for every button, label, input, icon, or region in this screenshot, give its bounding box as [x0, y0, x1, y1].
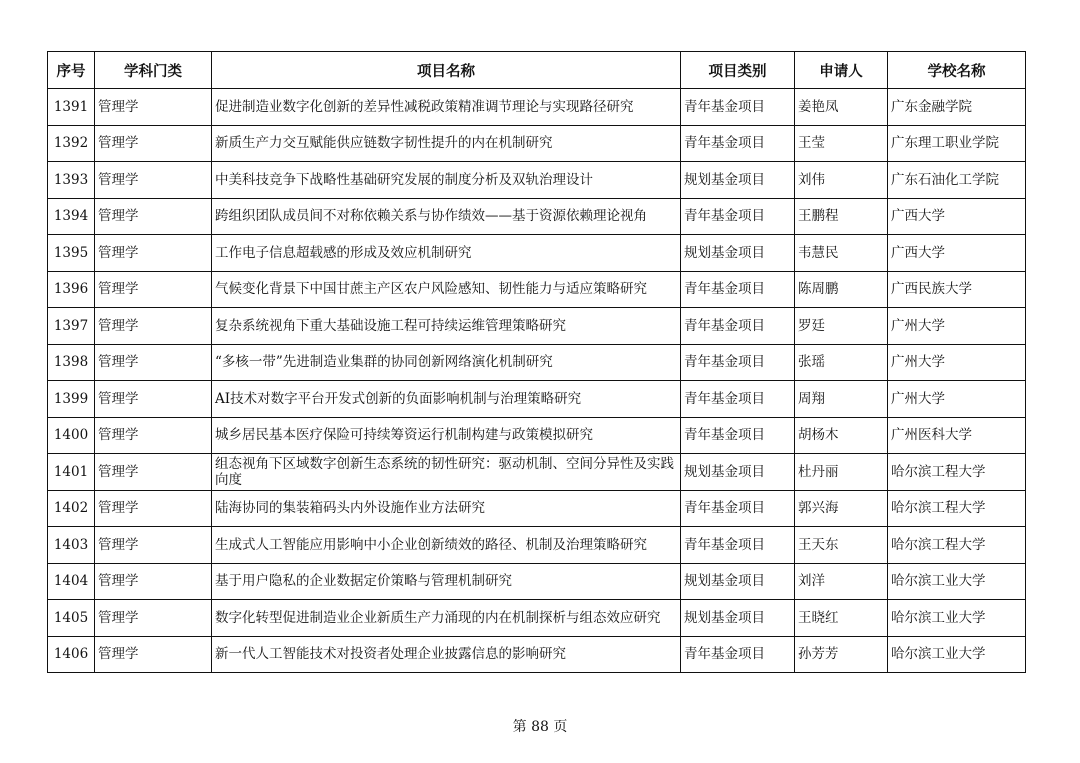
cell-school: 广西大学 [888, 198, 1026, 235]
cell-school: 哈尔滨工程大学 [888, 527, 1026, 564]
cell-project: 新一代人工智能技术对投资者处理企业披露信息的影响研究 [212, 636, 681, 673]
cell-seq: 1405 [48, 600, 95, 637]
cell-seq: 1402 [48, 490, 95, 527]
cell-field: 管理学 [95, 308, 212, 345]
cell-field: 管理学 [95, 198, 212, 235]
cell-field: 管理学 [95, 381, 212, 418]
cell-seq: 1406 [48, 636, 95, 673]
cell-field: 管理学 [95, 162, 212, 199]
table-body [48, 89, 1026, 673]
table-row [48, 235, 1026, 272]
cell-applicant: 胡杨木 [795, 417, 888, 454]
table-row [48, 381, 1026, 418]
cell-project: 组态视角下区域数字创新生态系统的韧性研究：驱动机制、空间分异性及实践向度 [212, 454, 681, 491]
cell-project: 新质生产力交互赋能供应链数字韧性提升的内在机制研究 [212, 125, 681, 162]
cell-school: 哈尔滨工程大学 [888, 490, 1026, 527]
cell-type: 青年基金项目 [681, 89, 795, 126]
header-field: 学科门类 [95, 52, 212, 89]
cell-applicant: 韦慧民 [795, 235, 888, 272]
header-type: 项目类别 [681, 52, 795, 89]
cell-type: 青年基金项目 [681, 636, 795, 673]
table-row [48, 490, 1026, 527]
cell-project: 生成式人工智能应用影响中小企业创新绩效的路径、机制及治理策略研究 [212, 527, 681, 564]
cell-field: 管理学 [95, 490, 212, 527]
cell-project: 跨组织团队成员间不对称依赖关系与协作绩效——基于资源依赖理论视角 [212, 198, 681, 235]
cell-project: 气候变化背景下中国甘蔗主产区农户风险感知、韧性能力与适应策略研究 [212, 271, 681, 308]
cell-project: AI技术对数字平台开发式创新的负面影响机制与治理策略研究 [212, 381, 681, 418]
table-row [48, 636, 1026, 673]
cell-type: 青年基金项目 [681, 125, 795, 162]
cell-field: 管理学 [95, 235, 212, 272]
page-number: 第 88 页 [512, 719, 568, 735]
cell-seq: 1396 [48, 271, 95, 308]
cell-applicant: 王晓红 [795, 600, 888, 637]
cell-project: 基于用户隐私的企业数据定价策略与管理机制研究 [212, 563, 681, 600]
header-seq: 序号 [48, 52, 95, 89]
cell-seq: 1394 [48, 198, 95, 235]
cell-school: 广州大学 [888, 344, 1026, 381]
table-row [48, 600, 1026, 637]
cell-seq: 1393 [48, 162, 95, 199]
cell-school: 广东金融学院 [888, 89, 1026, 126]
cell-school: 哈尔滨工业大学 [888, 563, 1026, 600]
table-row [48, 162, 1026, 199]
cell-applicant: 罗廷 [795, 308, 888, 345]
cell-seq: 1399 [48, 381, 95, 418]
cell-project: 工作电子信息超载感的形成及效应机制研究 [212, 235, 681, 272]
cell-seq: 1395 [48, 235, 95, 272]
cell-applicant: 王鹏程 [795, 198, 888, 235]
cell-school: 广州大学 [888, 381, 1026, 418]
cell-field: 管理学 [95, 89, 212, 126]
cell-type: 规划基金项目 [681, 563, 795, 600]
table-header-row [48, 52, 1026, 89]
cell-type: 青年基金项目 [681, 344, 795, 381]
table-row [48, 563, 1026, 600]
table-row [48, 344, 1026, 381]
cell-type: 青年基金项目 [681, 198, 795, 235]
cell-type: 规划基金项目 [681, 454, 795, 491]
table-row [48, 527, 1026, 564]
cell-school: 广西民族大学 [888, 271, 1026, 308]
cell-project: 中美科技竞争下战略性基础研究发展的制度分析及双轨治理设计 [212, 162, 681, 199]
cell-type: 青年基金项目 [681, 381, 795, 418]
project-table [47, 51, 1026, 673]
cell-school: 广东石油化工学院 [888, 162, 1026, 199]
cell-seq: 1400 [48, 417, 95, 454]
cell-school: 广州医科大学 [888, 417, 1026, 454]
cell-school: 哈尔滨工业大学 [888, 600, 1026, 637]
table-row [48, 417, 1026, 454]
cell-field: 管理学 [95, 344, 212, 381]
cell-field: 管理学 [95, 563, 212, 600]
table-row [48, 454, 1026, 491]
cell-project: 陆海协同的集装箱码头内外设施作业方法研究 [212, 490, 681, 527]
cell-school: 哈尔滨工业大学 [888, 636, 1026, 673]
cell-applicant: 周翔 [795, 381, 888, 418]
cell-type: 青年基金项目 [681, 490, 795, 527]
cell-school: 哈尔滨工程大学 [888, 454, 1026, 491]
cell-field: 管理学 [95, 454, 212, 491]
cell-seq: 1404 [48, 563, 95, 600]
header-school: 学校名称 [888, 52, 1026, 89]
cell-seq: 1403 [48, 527, 95, 564]
cell-project: “多核一带”先进制造业集群的协同创新网络演化机制研究 [212, 344, 681, 381]
cell-field: 管理学 [95, 636, 212, 673]
cell-applicant: 王莹 [795, 125, 888, 162]
cell-seq: 1392 [48, 125, 95, 162]
cell-seq: 1401 [48, 454, 95, 491]
cell-school: 广西大学 [888, 235, 1026, 272]
cell-field: 管理学 [95, 125, 212, 162]
cell-project: 城乡居民基本医疗保险可持续筹资运行机制构建与政策模拟研究 [212, 417, 681, 454]
table-row [48, 125, 1026, 162]
cell-type: 青年基金项目 [681, 308, 795, 345]
cell-applicant: 张瑶 [795, 344, 888, 381]
cell-seq: 1391 [48, 89, 95, 126]
table-row [48, 308, 1026, 345]
table-row [48, 198, 1026, 235]
cell-applicant: 刘洋 [795, 563, 888, 600]
cell-school: 广州大学 [888, 308, 1026, 345]
cell-applicant: 杜丹丽 [795, 454, 888, 491]
cell-type: 青年基金项目 [681, 417, 795, 454]
cell-type: 规划基金项目 [681, 162, 795, 199]
cell-seq: 1397 [48, 308, 95, 345]
cell-project: 促进制造业数字化创新的差异性减税政策精准调节理论与实现路径研究 [212, 89, 681, 126]
cell-field: 管理学 [95, 417, 212, 454]
cell-field: 管理学 [95, 600, 212, 637]
cell-type: 规划基金项目 [681, 600, 795, 637]
cell-field: 管理学 [95, 271, 212, 308]
table-row [48, 89, 1026, 126]
header-project: 项目名称 [212, 52, 681, 89]
cell-type: 规划基金项目 [681, 235, 795, 272]
cell-applicant: 刘伟 [795, 162, 888, 199]
cell-seq: 1398 [48, 344, 95, 381]
cell-applicant: 王天东 [795, 527, 888, 564]
header-applicant: 申请人 [795, 52, 888, 89]
cell-applicant: 姜艳凤 [795, 89, 888, 126]
table-row [48, 271, 1026, 308]
cell-type: 青年基金项目 [681, 527, 795, 564]
cell-project: 数字化转型促进制造业企业新质生产力涌现的内在机制探析与组态效应研究 [212, 600, 681, 637]
cell-school: 广东理工职业学院 [888, 125, 1026, 162]
cell-field: 管理学 [95, 527, 212, 564]
cell-project: 复杂系统视角下重大基础设施工程可持续运维管理策略研究 [212, 308, 681, 345]
cell-applicant: 孙芳芳 [795, 636, 888, 673]
cell-applicant: 郭兴海 [795, 490, 888, 527]
cell-applicant: 陈周鹏 [795, 271, 888, 308]
cell-type: 青年基金项目 [681, 271, 795, 308]
